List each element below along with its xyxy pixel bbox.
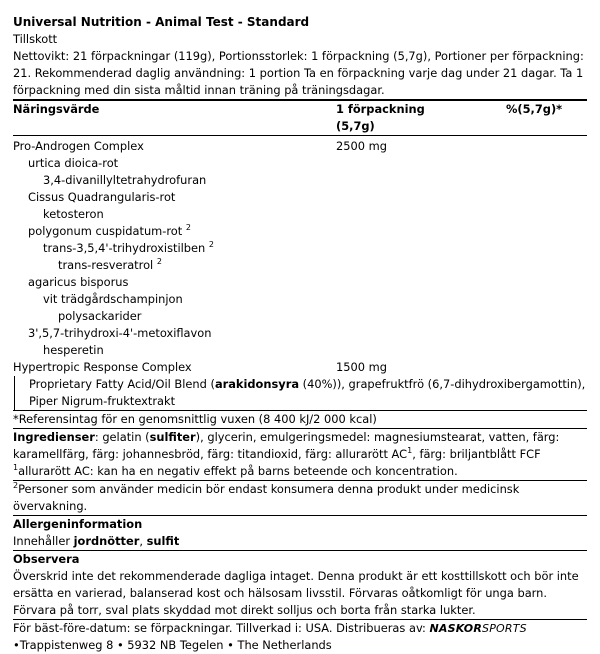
allergen-text: Innehåller jordnötter, sulfit <box>13 534 180 548</box>
table-row: agaricus bisporus <box>28 275 129 289</box>
footer-line-2: •Trappistenweg 8 • 5932 NB Tegelen • The Netherlands <box>13 638 332 652</box>
distributor-logo: NASKORSPORTS <box>429 622 527 635</box>
table-row: trans-resveratrol $^2$ <box>58 257 162 272</box>
table-row: urtica dioica-rot <box>28 156 119 170</box>
product-title: Universal Nutrition - Animal Test - Standard <box>13 15 310 29</box>
nutrition-header <box>13 101 587 135</box>
table-row: hesperetin <box>43 343 104 357</box>
allergen-heading: Allergeninformation <box>13 517 143 531</box>
table-row: Pro-Androgen Complex 2500 mg <box>13 139 387 153</box>
observera-heading: Observera <box>13 552 80 566</box>
ingredients-label: Ingredienser <box>13 430 95 444</box>
blend-line-2: Piper Nigrum-fruktextrakt <box>29 394 176 408</box>
table-row: vit trädgårdschampinjon <box>43 292 183 306</box>
observera-text: Överskrid inte det rekommenderade dagliga intaget. Denna produkt är ett kosttillskott och bör inte ersätta en varierad, balanserad kost och hälsosam livsstil. Förvaras oåtkomligt för unga barn. Förvara på torr, sval plats skyddad mot direkt solljus och borta från starka lukter. <box>13 569 579 617</box>
footnote-1: $^1$allurarött AC: kan ha en negativ effekt på barns beteende och koncentration. <box>13 463 458 478</box>
header-serving-line1: 1 förpackning <box>336 102 425 116</box>
header-percent: %(5,7g)* <box>506 102 563 116</box>
table-row: 3',5,7-trihydroxi-4'-metoxiflavon <box>28 326 212 340</box>
table-row: polysackarider <box>58 309 142 323</box>
header-serving <box>336 101 506 135</box>
table-row: Cissus Quadrangularis-rot <box>28 190 176 204</box>
table-row: Hypertropic Response Complex 1500 mg <box>13 360 387 374</box>
footnote-2: $^2$Personer som använder medicin bör endast konsumera denna produkt under medicinsk övervakning. <box>13 481 520 513</box>
blend-block <box>14 376 587 410</box>
reference-intake: *Referensintag för en genomsnittlig vuxen (8 400 kJ/2 000 kcal) <box>13 412 377 426</box>
table-row: polygonum cuspidatum-rot $^2$ <box>28 223 191 238</box>
header-serving-line2: (5,7g) <box>336 119 375 133</box>
ingredients-block: Ingredienser: gelatin (sulfiter), glycerin, emulgeringsmedel: magnesiumstearat, vatten, färg: karamellfärg, färg: johannesbröd, färg: titandioxid, färg: allurarött $AC^1$, färg: briljantblått FCF <box>13 430 560 461</box>
table-row: ketosteron <box>43 207 104 221</box>
table-row: trans-3,5,4'-trihydroxistilben $^2$ <box>43 240 214 255</box>
nutrition-rows <box>13 136 587 410</box>
product-category: Tillskott <box>13 32 58 46</box>
table-row: 3,4-divanillyltetrahydrofuran <box>43 173 207 187</box>
footer-line-1: För bäst-före-datum: se förpackningar. Tillverkad i: USA. Distribueras av: NASKORSPORTS <box>13 621 527 635</box>
blend-line-1: Proprietary Fatty Acid/Oil Blend (arakidonsyra (40%)), grapefruktfrö (6,7-dihydroxibergamottin), <box>29 377 586 391</box>
header-nutrition: Näringsvärde <box>13 102 100 116</box>
product-description: Nettovikt: 21 förpackningar (119g), Portionsstorlek: 1 förpackning (5,7g), Portioner per förpackning: 21. Rekommenderad daglig användning: 1 portion Ta en förpackning varje dag under 21 dagar. Ta 1 förpackning med din sista måltid innan träning på träningsdagar. <box>13 49 584 97</box>
